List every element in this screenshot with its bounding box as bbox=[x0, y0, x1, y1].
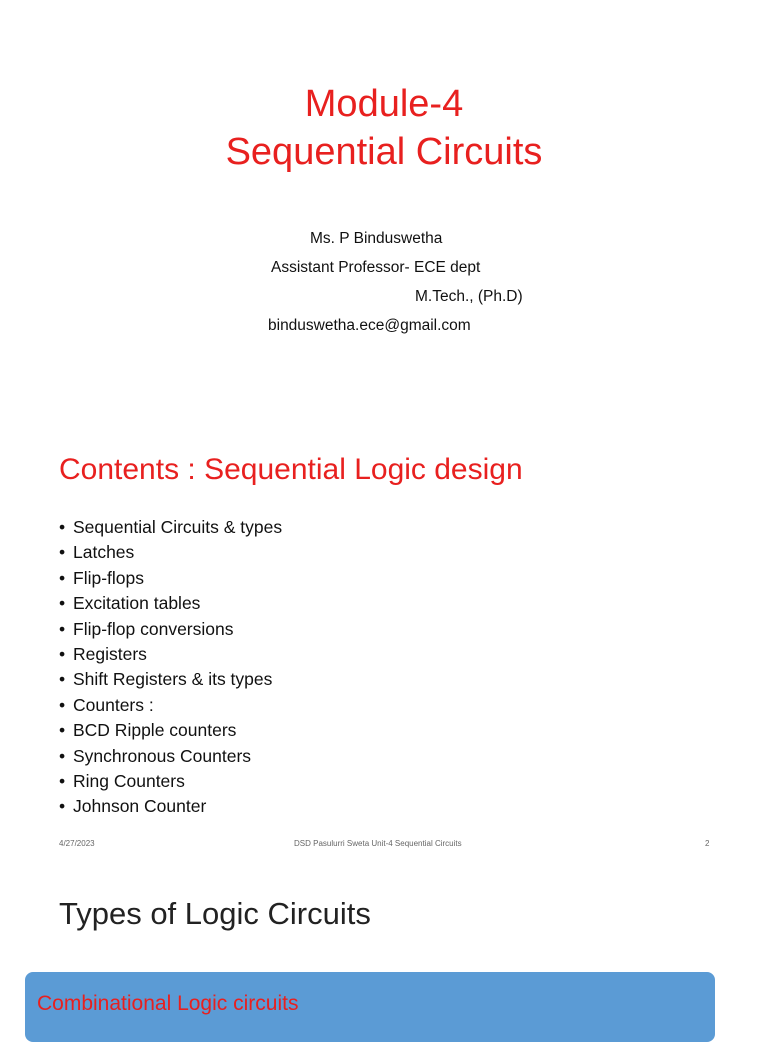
contents-item-label: Johnson Counter bbox=[73, 796, 207, 817]
contents-item bbox=[59, 693, 282, 718]
contents-item bbox=[59, 617, 282, 642]
author-email: binduswetha.ece@gmail.com bbox=[268, 317, 471, 334]
contents-item bbox=[59, 744, 282, 769]
contents-item bbox=[59, 642, 282, 667]
slide-1-heading bbox=[0, 80, 768, 176]
contents-item bbox=[59, 591, 282, 616]
contents-item-label: Shift Registers & its types bbox=[73, 669, 273, 690]
contents-item-label: Registers bbox=[73, 644, 147, 665]
slide-3-types bbox=[0, 864, 768, 1024]
contents-item-label: BCD Ripple counters bbox=[73, 720, 237, 741]
contents-item bbox=[59, 794, 282, 819]
author-degree: M.Tech., (Ph.D) bbox=[415, 288, 523, 305]
contents-item-label: Flip-flops bbox=[73, 567, 144, 588]
bullet-icon: • bbox=[59, 694, 66, 715]
contents-item-label: Flip-flop conversions bbox=[73, 618, 234, 639]
footer-center-text: DSD Pasulurri Sweta Unit-4 Sequential Circuits bbox=[294, 839, 462, 848]
footer-date: 4/27/2023 bbox=[59, 839, 95, 848]
footer-page-number: 2 bbox=[705, 839, 710, 848]
author-name: Ms. P Binduswetha bbox=[310, 230, 443, 247]
contents-item bbox=[59, 718, 282, 743]
slide-1-title bbox=[0, 0, 768, 432]
bullet-icon: • bbox=[59, 593, 66, 614]
contents-item-label: Ring Counters bbox=[73, 771, 185, 792]
bullet-icon: • bbox=[59, 644, 66, 665]
bullet-icon: • bbox=[59, 720, 66, 741]
bullet-icon: • bbox=[59, 517, 66, 537]
bullet-icon: • bbox=[59, 567, 66, 588]
bullet-icon: • bbox=[59, 745, 66, 766]
combinational-label: Combinational Logic circuits bbox=[37, 992, 299, 1015]
combinational-box bbox=[25, 972, 715, 1042]
contents-item bbox=[59, 667, 282, 692]
contents-item-label: Synchronous Counters bbox=[73, 745, 252, 766]
bullet-icon: • bbox=[59, 771, 66, 792]
bullet-icon: • bbox=[59, 618, 66, 639]
contents-title: Contents : Sequential Logic design bbox=[59, 453, 523, 486]
contents-list bbox=[59, 515, 282, 820]
contents-item bbox=[59, 769, 282, 794]
contents-item-label: Excitation tables bbox=[73, 593, 201, 614]
subject-title: Sequential Circuits bbox=[225, 131, 543, 173]
contents-item bbox=[59, 566, 282, 591]
module-title: Module-4 bbox=[304, 83, 464, 125]
contents-item bbox=[59, 515, 282, 540]
author-role: Assistant Professor- ECE dept bbox=[271, 259, 481, 276]
bullet-icon: • bbox=[59, 796, 66, 817]
contents-item-label: Latches bbox=[73, 542, 135, 563]
contents-item-label: Sequential Circuits & types bbox=[73, 517, 283, 537]
contents-item-label: Counters : bbox=[73, 694, 154, 715]
bullet-icon: • bbox=[59, 669, 66, 690]
contents-item bbox=[59, 540, 282, 565]
types-title: Types of Logic Circuits bbox=[59, 896, 371, 931]
slide-2-contents bbox=[0, 432, 768, 864]
bullet-icon: • bbox=[59, 542, 66, 563]
